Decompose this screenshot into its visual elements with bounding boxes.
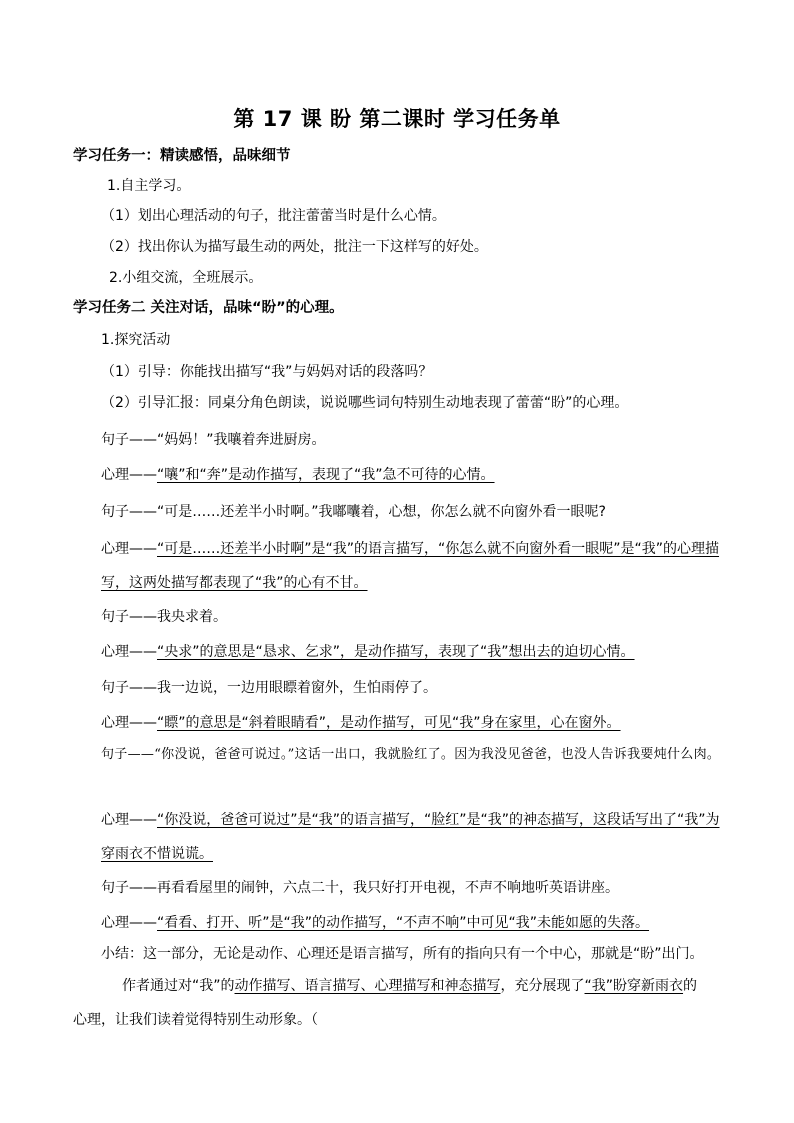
- task1-item: （2）找出你认为描写最生动的两处，批注一下这样写的好处。: [101, 239, 488, 255]
- sentence-quote: 句子——我一边说，一边用眼瞟着窗外，生怕雨停了。: [101, 680, 437, 696]
- mind-analysis: [101, 803, 723, 871]
- sentence-quote: 句子——我央求着。: [101, 609, 227, 625]
- analysis-text: “你没说，爸爸可说过”是“我”的语言描写，“脸红”是“我”的神态描写，这段话写出了“我”为穿雨衣不惜说谎。: [101, 812, 720, 862]
- task1-heading: 学习任务一：精读感悟，品味细节: [73, 148, 291, 164]
- analysis-text: “央求”的意思是“恳求、乞求”，是动作描写，表现了“我”想出去的迫切心情。: [157, 644, 635, 660]
- summary: 小结：这一部分，无论是动作、心理还是语言描写，所有的指向只有一个中心，那就是“盼”出门。: [101, 946, 704, 962]
- mind-analysis: [101, 913, 649, 933]
- conclusion-underline: “我”盼穿新雨衣: [584, 978, 684, 994]
- conclusion-text: 的: [683, 978, 698, 994]
- page-title: 第 17 课 盼 第二课时 学习任务单: [233, 107, 561, 131]
- mind-prefix: 心理——: [101, 467, 157, 483]
- sentence-quote: 句子——再看看屋里的闹钟，六点二十，我只好打开电视，不声不响地听英语讲座。: [101, 880, 619, 896]
- mind-prefix: 心理——: [101, 812, 157, 828]
- task2-item: （1）引导：你能找出描写“我”与妈妈对话的段落吗？: [101, 364, 433, 380]
- analysis-text: “嚷”和“奔”是动作描写，表现了“我”急不可待的心情。: [157, 467, 495, 483]
- task2-heading: 学习任务二 关注对话，品味“盼”的心理。: [73, 300, 344, 316]
- sentence-quote: 句子——“妈妈！”我嚷着奔进厨房。: [101, 432, 326, 448]
- sentence-quote: 句子——“可是……还差半小时啊。”我嘟囔着，心想，你怎么就不向窗外看一眼呢?: [101, 504, 606, 520]
- mind-prefix: 心理——: [101, 644, 157, 660]
- mind-prefix: 心理——: [101, 541, 157, 557]
- sentence-quote: 句子——“你没说，爸爸可说过。”这话一出口，我就脸红了。因为我没见爸爸，也没人告诉我要炖什么肉。: [101, 747, 721, 762]
- mind-analysis: [101, 532, 723, 600]
- task1-item: （1）划出心理活动的句子，批注蕾蕾当时是什么心情。: [101, 208, 446, 224]
- conclusion-text: ，充分展现了: [500, 978, 585, 994]
- task1-item: 1.自主学习。: [107, 178, 191, 194]
- mind-prefix: 心理——: [101, 915, 157, 931]
- mind-analysis: [101, 642, 635, 662]
- task1-item: 2.小组交流，全班展示。: [109, 270, 263, 286]
- task2-item: （2）引导汇报：同桌分角色朗读，说说哪些词句特别生动地表现了蕾蕾“盼”的心理。: [101, 395, 629, 411]
- analysis-text: “可是……还差半小时啊”是“我”的语言描写，“你怎么就不向窗外看一眼呢”是“我”的心理描写，这两处描写都表现了“我”的心有不甘。: [101, 541, 720, 591]
- mind-analysis: [101, 465, 495, 485]
- mind-analysis: [101, 713, 621, 733]
- conclusion-underline: 动作描写、语言描写、心理描写和神态描写: [234, 978, 501, 994]
- analysis-text: “看看、打开、听”是“我”的动作描写，“不声不响”中可见“我”未能如愿的失落。: [157, 915, 650, 931]
- conclusion-line-2: 心理，让我们读着觉得特别生动形象。（: [73, 1012, 318, 1028]
- task2-item: 1.探究活动: [101, 332, 171, 348]
- mind-prefix: 心理——: [101, 715, 157, 731]
- analysis-text: “瞟”的意思是“斜着眼睛看”，是动作描写，可见“我”身在家里，心在窗外。: [157, 715, 621, 731]
- conclusion-line-1: [122, 976, 697, 996]
- conclusion-text: 作者通过对“我”的: [122, 978, 235, 994]
